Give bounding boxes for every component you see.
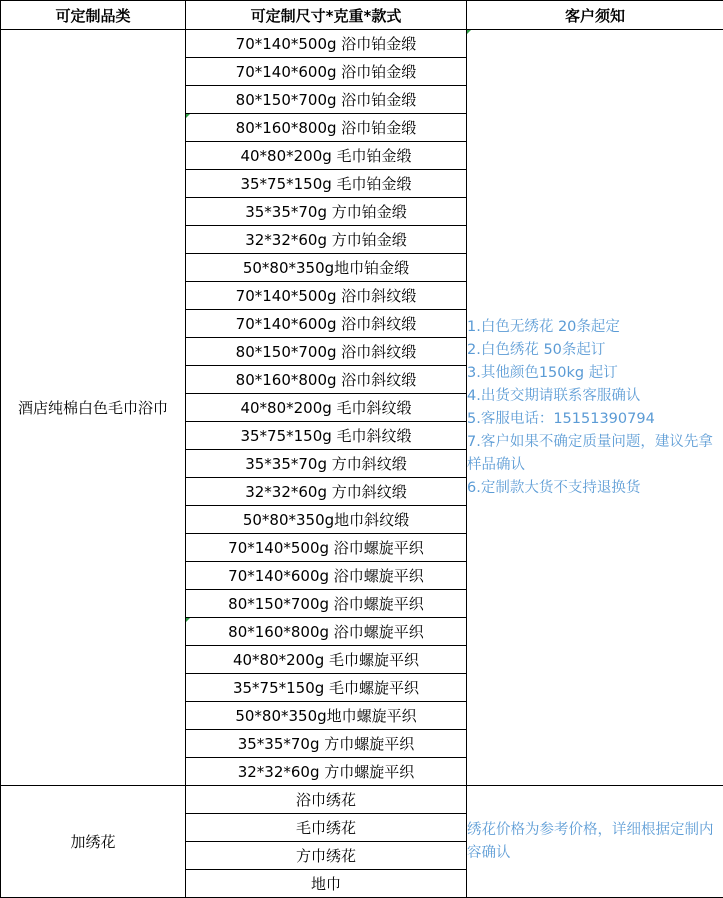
spec-cell[interactable] bbox=[186, 590, 467, 618]
spec-cell[interactable] bbox=[186, 702, 467, 730]
spec-cell[interactable] bbox=[186, 422, 467, 450]
spec-cell[interactable] bbox=[186, 814, 467, 842]
note-line: 绣花价格为参考价格，详细根据定制内容确认 bbox=[467, 819, 723, 865]
category-cell[interactable]: 酒店纯棉白色毛巾浴巾 bbox=[1, 30, 186, 786]
spec-cell[interactable] bbox=[186, 366, 467, 394]
spec-text: 80*160*800g 浴巾铂金缎 bbox=[236, 119, 417, 137]
spec-cell[interactable] bbox=[186, 506, 467, 534]
note-line: 5.客服电话：15151390794 bbox=[467, 408, 723, 431]
spec-cell[interactable] bbox=[186, 618, 467, 646]
header-row bbox=[1, 1, 723, 30]
spec-cell[interactable] bbox=[186, 758, 467, 786]
note-line: 6.定制款大货不支持退换货 bbox=[467, 477, 723, 500]
spec-cell[interactable] bbox=[186, 786, 467, 814]
spec-text: 50*80*350g地巾斜纹缎 bbox=[243, 511, 409, 529]
spec-cell[interactable] bbox=[186, 478, 467, 506]
spec-cell[interactable] bbox=[186, 30, 467, 58]
spec-text: 40*80*200g 毛巾铂金缎 bbox=[240, 147, 411, 165]
spec-text: 40*80*200g 毛巾螺旋平织 bbox=[233, 651, 419, 669]
note-line: 7.客户如果不确定质量问题，建议先拿样品确认 bbox=[467, 431, 723, 477]
header-spec[interactable]: 可定制尺寸*克重*款式 bbox=[186, 1, 467, 30]
spec-text: 32*32*60g 方巾铂金缎 bbox=[245, 231, 407, 249]
spec-text: 50*80*350g地巾螺旋平织 bbox=[235, 707, 416, 725]
spec-text: 50*80*350g地巾铂金缎 bbox=[243, 259, 409, 277]
notes-cell[interactable] bbox=[467, 786, 723, 898]
spec-cell[interactable] bbox=[186, 198, 467, 226]
spec-text: 32*32*60g 方巾斜纹缎 bbox=[245, 483, 407, 501]
spec-cell[interactable] bbox=[186, 310, 467, 338]
note-line: 4.出货交期请联系客服确认 bbox=[467, 385, 723, 408]
spec-text: 地巾 bbox=[311, 875, 341, 893]
spec-text: 70*140*600g 浴巾斜纹缎 bbox=[236, 315, 417, 333]
notes-cell[interactable] bbox=[467, 30, 723, 786]
spec-text: 35*35*70g 方巾螺旋平织 bbox=[238, 735, 415, 753]
spec-cell[interactable] bbox=[186, 674, 467, 702]
spec-cell[interactable] bbox=[186, 562, 467, 590]
spec-text: 35*35*70g 方巾斜纹缎 bbox=[245, 455, 407, 473]
spec-cell[interactable] bbox=[186, 842, 467, 870]
spec-text: 80*160*800g 浴巾螺旋平织 bbox=[228, 623, 424, 641]
spec-cell[interactable] bbox=[186, 86, 467, 114]
note-line: 1.白色无绣花 20条起定 bbox=[467, 316, 723, 339]
spec-text: 70*140*600g 浴巾铂金缎 bbox=[236, 63, 417, 81]
cell-comment-marker bbox=[186, 618, 190, 622]
spec-cell[interactable] bbox=[186, 254, 467, 282]
category-cell[interactable]: 加绣花 bbox=[1, 786, 186, 898]
header-category[interactable]: 可定制品类 bbox=[1, 1, 186, 30]
spec-cell[interactable] bbox=[186, 450, 467, 478]
cell-comment-marker bbox=[467, 30, 471, 34]
note-line: 2.白色绣花 50条起订 bbox=[467, 339, 723, 362]
spec-cell[interactable] bbox=[186, 534, 467, 562]
header-notes[interactable]: 客户须知 bbox=[467, 1, 723, 30]
spec-cell[interactable] bbox=[186, 282, 467, 310]
spec-text: 70*140*600g 浴巾螺旋平织 bbox=[228, 567, 424, 585]
cell-comment-marker bbox=[186, 114, 190, 118]
spec-text: 70*140*500g 浴巾斜纹缎 bbox=[236, 287, 417, 305]
spec-text: 35*75*150g 毛巾螺旋平织 bbox=[233, 679, 419, 697]
spec-text: 80*150*700g 浴巾斜纹缎 bbox=[236, 343, 417, 361]
spec-cell[interactable] bbox=[186, 394, 467, 422]
spec-text: 35*75*150g 毛巾斜纹缎 bbox=[240, 427, 411, 445]
spec-text: 70*140*500g 浴巾螺旋平织 bbox=[228, 539, 424, 557]
spec-cell[interactable] bbox=[186, 646, 467, 674]
note-line: 3.其他颜色150kg 起订 bbox=[467, 362, 723, 385]
spec-text: 毛巾绣花 bbox=[296, 819, 356, 837]
spec-text: 方巾绣花 bbox=[296, 847, 356, 865]
table-row bbox=[1, 30, 723, 58]
spec-cell[interactable] bbox=[186, 114, 467, 142]
spec-text: 浴巾绣花 bbox=[296, 791, 356, 809]
spec-text: 35*75*150g 毛巾铂金缎 bbox=[240, 175, 411, 193]
table-row bbox=[1, 786, 723, 814]
spec-text: 35*35*70g 方巾铂金缎 bbox=[245, 203, 407, 221]
table-body bbox=[1, 30, 723, 898]
spec-cell[interactable] bbox=[186, 58, 467, 86]
spec-cell[interactable] bbox=[186, 226, 467, 254]
spec-text: 40*80*200g 毛巾斜纹缎 bbox=[240, 399, 411, 417]
spec-cell[interactable] bbox=[186, 170, 467, 198]
spec-cell[interactable] bbox=[186, 142, 467, 170]
spec-cell[interactable] bbox=[186, 338, 467, 366]
spec-text: 80*160*800g 浴巾斜纹缎 bbox=[236, 371, 417, 389]
spec-text: 70*140*500g 浴巾铂金缎 bbox=[236, 35, 417, 53]
spec-cell[interactable] bbox=[186, 730, 467, 758]
spec-text: 80*150*700g 浴巾螺旋平织 bbox=[228, 595, 424, 613]
spec-text: 80*150*700g 浴巾铂金缎 bbox=[236, 91, 417, 109]
spec-cell[interactable] bbox=[186, 870, 467, 898]
spec-text: 32*32*60g 方巾螺旋平织 bbox=[238, 763, 415, 781]
